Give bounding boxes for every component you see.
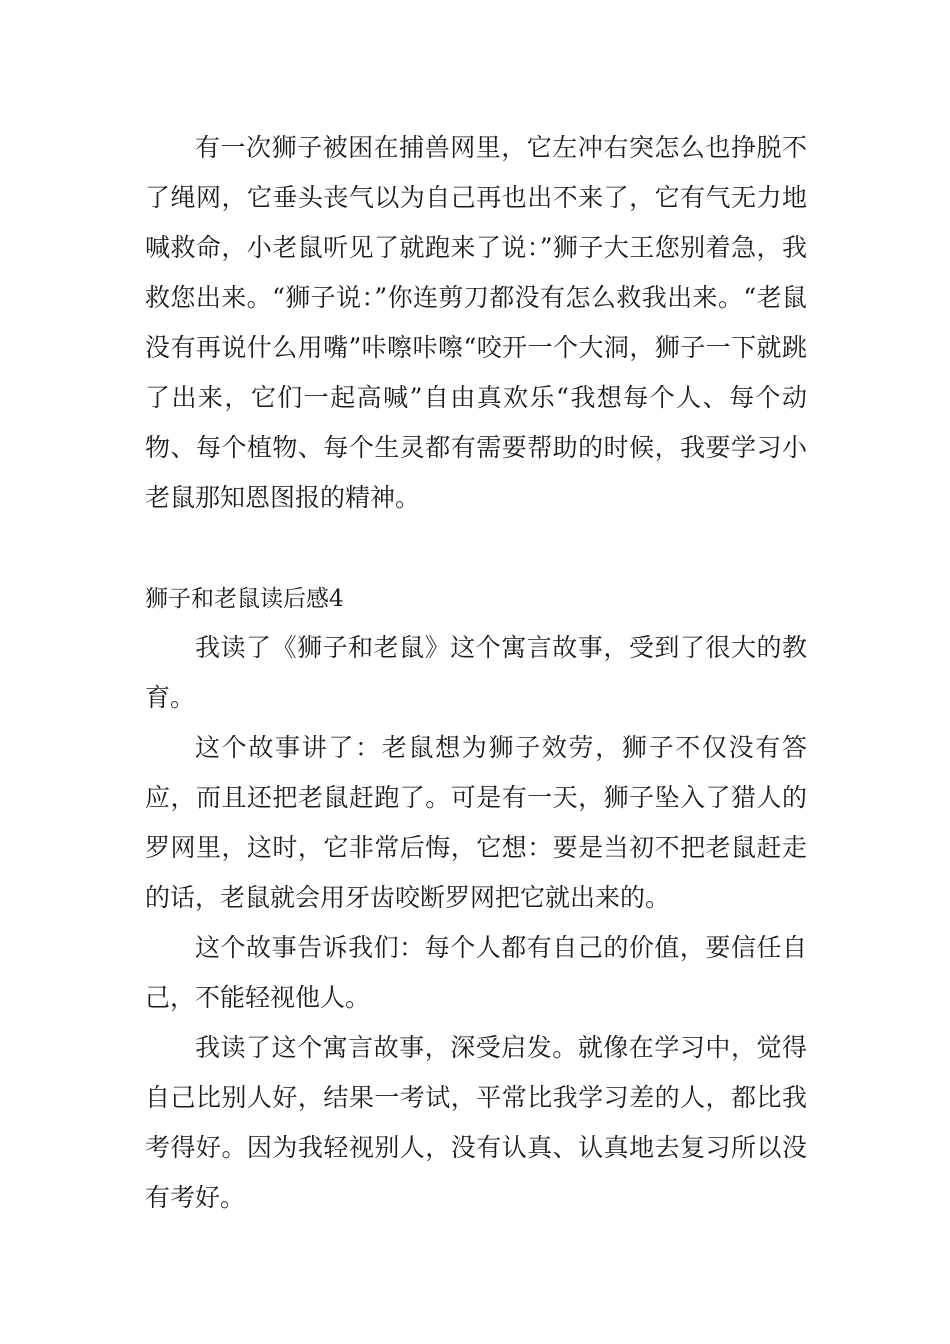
paragraph-moral: 这个故事告诉我们：每个人都有自己的价值，要信任自己，不能轻视他人。 [145,933,807,1012]
paragraph-intro: 我读了《狮子和老鼠》这个寓言故事，受到了很大的教育。 [145,633,807,712]
section-heading: 狮子和老鼠读后感4 [145,586,344,612]
paragraph-lion-trapped-story: 有一次狮子被困在捕兽网里，它左冲右突怎么也挣脱不了绳网，它垂头丧气以为自己再也出不来了，它有气无力地喊救命，小老鼠听见了就跑来了说：”狮子大王您别着急，我救您出来。“狮子说：”你连剪刀都没有怎么救我出来。“老鼠没有再说什么用嘴”咔嚓咔嚓“咬开一个大洞，狮子一下就跳了出来，它们一起高喊”自由真欢乐“我想每个人、每个动物、每个植物、每个生灵都有需要帮助的时候，我要学习小老鼠那知恩图报的精神。 [145,133,807,512]
paragraph-story-summary: 这个故事讲了：老鼠想为狮子效劳，狮子不仅没有答应，而且还把老鼠赶跑了。可是有一天，狮子坠入了猎人的罗网里，这时，它非常后悔，它想：要是当初不把老鼠赶走的话，老鼠就会用牙齿咬断罗网把它就出来的。 [145,733,807,912]
paragraph-reflection: 我读了这个寓言故事，深受启发。就像在学习中，觉得自己比别人好，结果一考试，平常比我学习差的人，都比我考得好。因为我轻视别人，没有认真、认真地去复习所以没有考好。 [145,1033,807,1212]
